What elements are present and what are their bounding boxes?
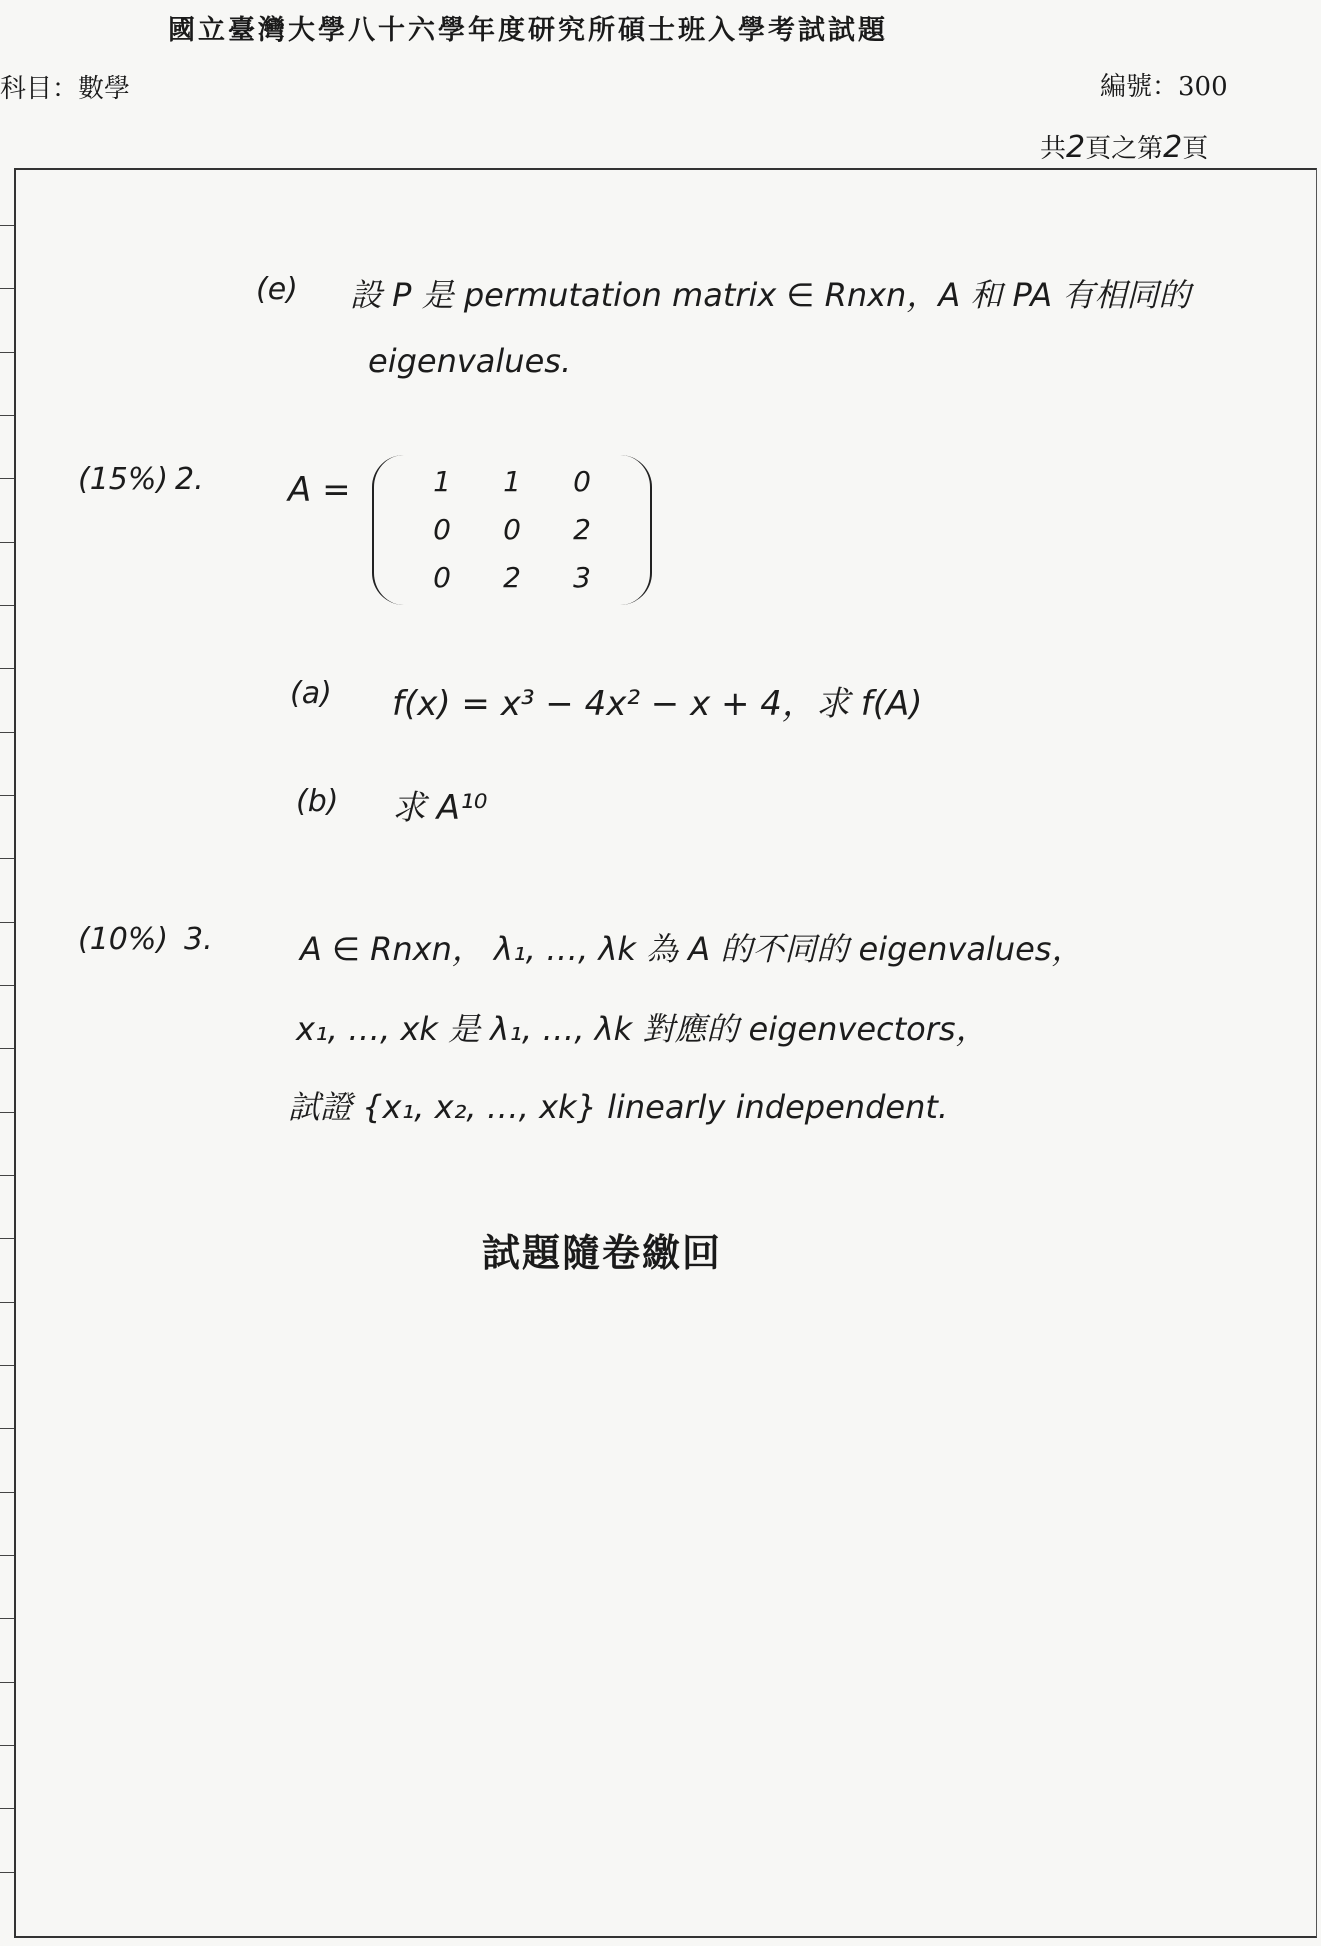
matrix-cell: 3 [573, 561, 591, 594]
q3-weight: (10%) [78, 922, 169, 957]
page-prefix: 共 [1040, 134, 1067, 164]
matrix-cell: 2 [573, 513, 591, 546]
exam-code: 編號：300 [1100, 72, 1228, 102]
matrix-cell: 1 [503, 465, 521, 498]
matrix-row [412, 465, 612, 498]
return-notice: 試題隨卷繳回 [482, 1230, 723, 1275]
page-total: 2 [1066, 130, 1086, 165]
exam-title: 國立臺灣大學八十六學年度研究所碩士班入學考試試題 [168, 15, 888, 46]
matrix-cell: 0 [503, 513, 521, 546]
q3-line2: x₁, …, xk 是 λ₁, …, λk 對應的 eigenvectors， [296, 1010, 988, 1048]
q1e-line2: eigenvalues. [368, 342, 572, 380]
matrix-cell: 2 [503, 561, 521, 594]
matrix-cell: 0 [433, 513, 451, 546]
page-middle: 頁之第 [1085, 134, 1164, 164]
subject-label: 科目：數學 [0, 74, 131, 104]
q2b-label: (b) [296, 784, 339, 819]
q1e-label: (e) [256, 272, 298, 307]
q3-number: 3. [184, 922, 213, 957]
matrix-cell: 0 [573, 465, 591, 498]
page-suffix: 頁 [1182, 134, 1209, 164]
page-count [1040, 128, 1208, 165]
q3-line1: A ∈ Rnxn， λ₁, …, λk 為 A 的不同的 eigenvalues， [300, 930, 1084, 968]
answer-frame [14, 168, 1317, 1938]
q1e-line1: 設 P 是 permutation matrix ∈ Rnxn，A 和 PA 有相同的 [350, 276, 1191, 314]
q2a-text: f(x) = x³ − 4x² − x + 4，求 f(A) [392, 684, 923, 724]
q3-line3: 試證 {x₁, x₂, …, xk} linearly independent. [288, 1088, 949, 1126]
page-current: 2 [1163, 130, 1183, 165]
q2b-text: 求 A¹⁰ [392, 788, 488, 828]
matrix-name: A = [288, 470, 351, 510]
q2a-label: (a) [290, 676, 332, 711]
q2-number: 2. [175, 462, 204, 497]
matrix-cell: 0 [433, 561, 451, 594]
matrix-right-paren [620, 455, 652, 605]
q2-weight: (15%) [78, 462, 169, 497]
matrix-row [412, 561, 612, 594]
matrix-cell: 1 [433, 465, 451, 498]
matrix-row [412, 513, 612, 546]
matrix-left-paren [372, 455, 404, 605]
matrix-A [372, 455, 652, 605]
